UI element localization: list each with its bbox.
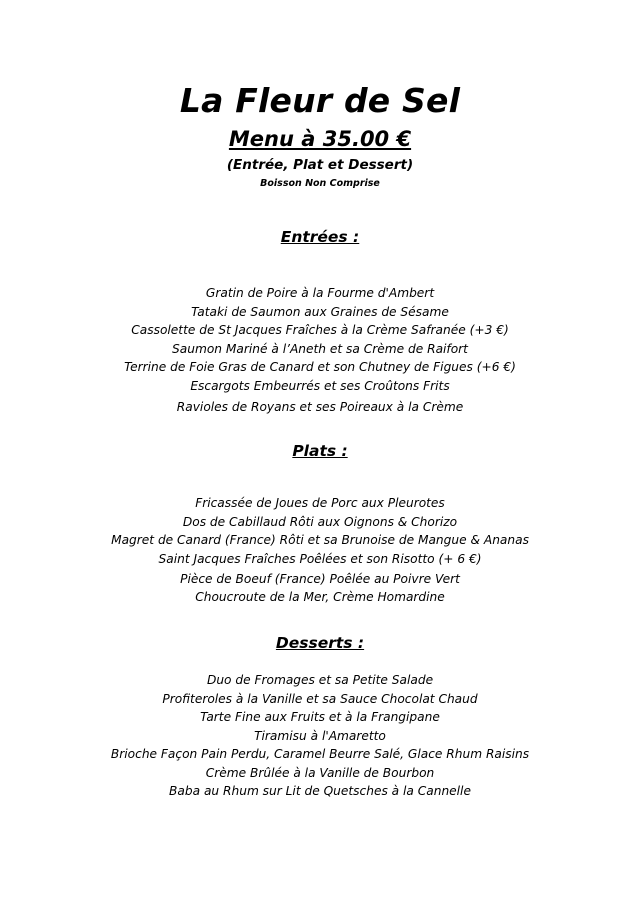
entrees-list	[0, 284, 640, 417]
menu-item: Brioche Façon Pain Perdu, Caramel Beurre Salé, Glace Rhum Raisins	[110, 747, 530, 761]
menu-item: Magret de Canard (France) Rôti et sa Brunoise de Mangue & Ananas	[111, 533, 529, 547]
plats-heading: Plats :	[292, 442, 348, 460]
menu-item: Duo de Fromages et sa Petite Salade	[206, 673, 434, 687]
plats-list	[0, 494, 640, 607]
menu-item: Gratin de Poire à la Fourme d'Ambert	[205, 286, 435, 300]
menu-item: Ravioles de Royans et ses Poireaux à la Crème	[176, 400, 464, 414]
menu-item: Saumon Mariné à l’Aneth et sa Crème de Raifort	[172, 341, 468, 356]
entrees-heading: Entrées :	[280, 228, 360, 246]
menu-item: Dos de Cabillaud Rôti aux Oignons & Chorizo	[182, 514, 458, 529]
menu-item: Saint Jacques Fraîches Poêlées et son Risotto (+ 6 €)	[158, 551, 482, 566]
drinks-note: Boisson Non Comprise	[260, 178, 380, 189]
menu-item: Terrine de Foie Gras de Canard et son Chutney de Figues (+6 €)	[124, 360, 516, 374]
menu-price: Menu à 35.00 €	[228, 127, 412, 151]
menu-item: Fricassée de Joues de Porc aux Pleurotes	[195, 496, 445, 510]
menu-item: Cassolette de St Jacques Fraîches à la Crème Safranée (+3 €)	[131, 323, 509, 337]
menu-item: Choucroute de la Mer, Crème Homardine	[195, 590, 445, 604]
menu-item: Pièce de Boeuf (France) Poêlée au Poivre Vert	[180, 571, 460, 586]
desserts-heading: Desserts :	[275, 634, 365, 652]
menu-item: Profiteroles à la Vanille et sa Sauce Chocolat Chaud	[162, 691, 478, 706]
menu-item: Tiramisu à l'Amaretto	[254, 728, 386, 743]
menu-item: Tarte Fine aux Fruits et à la Frangipane	[200, 710, 440, 724]
desserts-list	[0, 671, 640, 801]
restaurant-name: La Fleur de Sel	[179, 81, 461, 120]
menu-item: Tataki de Saumon aux Graines de Sésame	[191, 304, 449, 319]
menu-includes: (Entrée, Plat et Dessert)	[226, 157, 414, 173]
menu-item: Escargots Embeurrés et ses Croûtons Frits	[190, 378, 450, 393]
menu-item: Baba au Rhum sur Lit de Quetsches à la Cannelle	[169, 784, 471, 798]
menu-item: Crème Brûlée à la Vanille de Bourbon	[205, 765, 435, 780]
